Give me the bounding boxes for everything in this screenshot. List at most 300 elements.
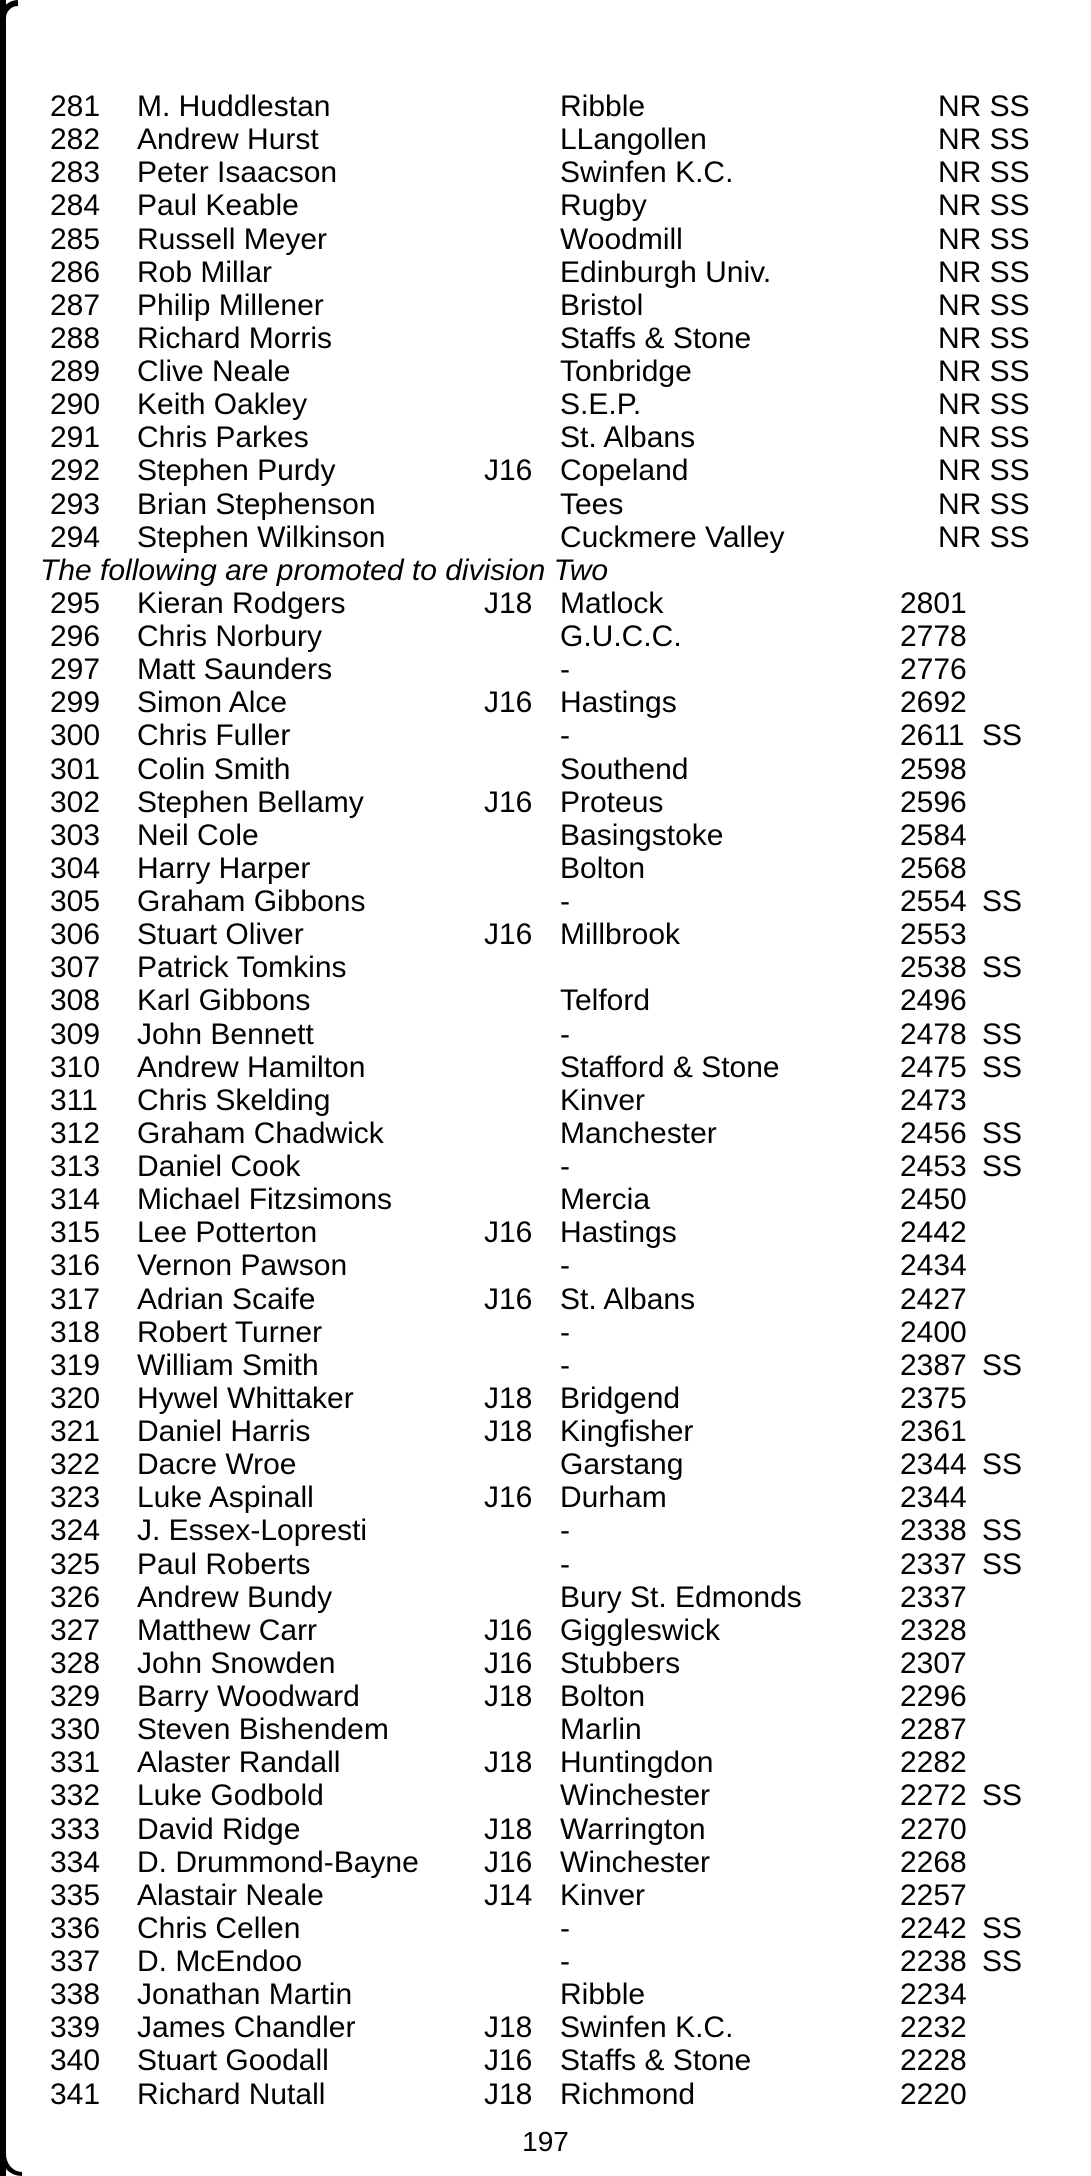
club-name: - [560,719,570,753]
grade-value: 2268 [900,1845,967,1879]
grade-value: 2328 [900,1613,967,1647]
player-name: Stuart Oliver [137,918,304,952]
grade-value: 2272 [900,1779,967,1813]
player-name: Steven Bishendem [137,1713,389,1747]
entry-number: 301 [50,752,101,786]
list-item [0,488,1091,521]
grade-value: 2228 [900,2044,967,2078]
flag-code: SS [982,1116,1023,1150]
player-name: Alastair Neale [137,1878,324,1912]
list-item [0,587,1091,620]
list-item [0,719,1091,752]
player-name: Matt Saunders [137,653,333,687]
entry-number: 340 [50,2044,101,2078]
list-item [0,156,1091,189]
list-item [0,2044,1091,2077]
grade-value: 2596 [900,785,967,819]
club-name: - [560,653,570,687]
entry-number: 329 [50,1680,101,1713]
player-name: Chris Cellen [137,1911,301,1945]
junior-category: J16 [484,1613,533,1647]
junior-category: J16 [484,785,533,819]
player-name: Luke Godbold [137,1779,324,1813]
player-name: Adrian Scaife [137,1282,316,1316]
junior-category: J16 [484,918,533,952]
grade-value: 2238 [900,1945,967,1978]
club-name: Richmond [560,2077,696,2111]
grade-value: 2344 [900,1448,967,1482]
entry-number: 307 [50,951,101,985]
player-name: Colin Smith [137,752,291,786]
list-item [0,918,1091,951]
status-code: NR SS [938,487,1030,521]
player-name: Matthew Carr [137,1613,318,1647]
player-name: Stephen Purdy [137,454,336,488]
junior-category: J18 [484,586,533,620]
list-item [0,1051,1091,1084]
list-item [0,951,1091,984]
grade-value: 2307 [900,1646,967,1680]
player-name: Dacre Wroe [137,1448,297,1482]
junior-category: J18 [484,1746,533,1780]
entry-number: 284 [50,189,101,223]
list-item [0,1117,1091,1150]
list-item [0,189,1091,222]
club-name: Matlock [560,586,664,620]
club-name: Garstang [560,1448,684,1482]
entry-number: 283 [50,156,101,190]
player-name: Philip Millener [137,288,324,322]
list-item [0,1912,1091,1945]
entry-number: 321 [50,1415,101,1448]
club-name: Southend [560,752,689,786]
club-name: - [560,1911,570,1945]
entry-number: 293 [50,487,101,521]
list-item [0,2011,1091,2044]
entry-number: 299 [50,686,101,720]
junior-category: J16 [484,1216,533,1250]
player-name: Russell Meyer [137,222,328,256]
list-item [0,256,1091,289]
club-name: Proteus [560,785,664,819]
list-item [0,686,1091,719]
list-item [0,1713,1091,1746]
list-item [0,1415,1091,1448]
player-name: Harry Harper [137,851,311,885]
grade-value: 2478 [900,1017,967,1051]
club-name: Hastings [560,686,677,720]
club-name: - [560,1315,570,1349]
list-item [0,1879,1091,1912]
club-name: Tees [560,487,624,521]
status-code: NR SS [938,123,1030,157]
list-item [0,1448,1091,1481]
flag-code: SS [982,885,1023,918]
grade-value: 2232 [900,2011,967,2045]
club-name: Rugby [560,189,647,223]
grade-value: 2337 [900,1580,967,1614]
list-item [0,1249,1091,1282]
entry-number: 290 [50,388,101,422]
status-code: NR SS [938,421,1030,455]
entry-number: 304 [50,851,101,885]
list-item [0,1746,1091,1779]
club-name: - [560,1150,570,1183]
player-name: Neil Cole [137,818,259,852]
player-name: Robert Turner [137,1315,323,1349]
club-name: - [560,1514,570,1548]
list-item [0,620,1091,653]
list-item [0,1283,1091,1316]
entry-number: 291 [50,421,101,455]
list-item [0,421,1091,454]
grade-value: 2801 [900,586,967,620]
flag-code: SS [982,1348,1023,1382]
grade-value: 2296 [900,1680,967,1713]
entry-number: 289 [50,355,101,388]
club-name: Tonbridge [560,355,692,388]
club-name: G.U.C.C. [560,620,682,653]
club-name: St. Albans [560,421,696,455]
player-name: Chris Norbury [137,620,323,653]
entry-number: 330 [50,1713,101,1747]
club-name: Edinburgh Univ. [560,255,772,289]
junior-category: J16 [484,2044,533,2078]
grade-value: 2692 [900,686,967,720]
list-item [0,2078,1091,2111]
list-item [0,1316,1091,1349]
entry-number: 309 [50,1017,101,1051]
list-item [0,653,1091,686]
list-item [0,1514,1091,1547]
list-item [0,1945,1091,1978]
grade-value: 2282 [900,1746,967,1780]
list-item [0,90,1091,123]
list-item [0,753,1091,786]
grade-value: 2361 [900,1415,967,1448]
status-code: NR SS [938,156,1030,190]
player-name: Lee Potterton [137,1216,318,1250]
club-name: Kinver [560,1878,646,1912]
grade-value: 2554 [900,885,967,918]
junior-category: J18 [484,1680,533,1713]
list-item [0,984,1091,1017]
grade-value: 2337 [900,1547,967,1581]
player-name: James Chandler [137,2011,356,2045]
entry-number: 282 [50,123,101,157]
player-name: J. Essex-Lopresti [137,1514,368,1548]
flag-code: SS [982,1945,1023,1978]
junior-category: J18 [484,1381,533,1415]
grade-value: 2375 [900,1381,967,1415]
list-item [0,1548,1091,1581]
player-name: David Ridge [137,1812,301,1846]
grade-value: 2778 [900,620,967,653]
club-name: Mercia [560,1183,651,1217]
player-name: Andrew Bundy [137,1580,333,1614]
grade-value: 2387 [900,1348,967,1382]
list-item [0,1846,1091,1879]
player-name: Jonathan Martin [137,1978,353,2012]
player-name: Stephen Wilkinson [137,520,386,554]
list-item [0,1382,1091,1415]
entry-number: 336 [50,1911,101,1945]
club-name: Warrington [560,1812,706,1846]
entry-number: 328 [50,1646,101,1680]
list-item [0,454,1091,487]
grade-value: 2538 [900,951,967,985]
player-name: Graham Chadwick [137,1116,384,1150]
club-name: Stafford & Stone [560,1050,780,1084]
list-item [0,1018,1091,1051]
entry-number: 302 [50,785,101,819]
list-item [0,355,1091,388]
entry-number: 315 [50,1216,101,1250]
club-name: Bury St. Edmonds [560,1580,802,1614]
entry-number: 310 [50,1050,101,1084]
junior-category: J18 [484,2077,533,2111]
grade-value: 2338 [900,1514,967,1548]
player-name: Chris Skelding [137,1083,331,1117]
club-name: Winchester [560,1845,711,1879]
entry-number: 292 [50,454,101,488]
club-name: Giggleswick [560,1613,721,1647]
entry-number: 314 [50,1183,101,1217]
entry-number: 288 [50,321,101,355]
player-name: Alaster Randall [137,1746,341,1780]
list-item [0,289,1091,322]
player-name: Richard Nutall [137,2077,326,2111]
list-item [0,786,1091,819]
list-item [0,388,1091,421]
grade-value: 2427 [900,1282,967,1316]
list-item [0,1581,1091,1614]
entry-number: 303 [50,818,101,852]
club-name: - [560,1945,570,1978]
junior-category: J16 [484,686,533,720]
junior-category: J16 [484,1845,533,1879]
list-item [0,819,1091,852]
club-name: Bristol [560,288,644,322]
entry-number: 313 [50,1150,101,1183]
junior-category: J16 [484,1646,533,1680]
club-name: Basingstoke [560,818,724,852]
entry-number: 320 [50,1381,101,1415]
entry-number: 294 [50,520,101,554]
list-item [0,1481,1091,1514]
grade-value: 2287 [900,1713,967,1747]
list-item [0,521,1091,554]
grade-value: 2473 [900,1083,967,1117]
entry-number: 317 [50,1282,101,1316]
entry-number: 295 [50,586,101,620]
status-code: NR SS [938,288,1030,322]
grade-value: 2270 [900,1812,967,1846]
flag-code: SS [982,1779,1023,1813]
player-name: Stuart Goodall [137,2044,329,2078]
entry-number: 311 [50,1083,98,1117]
player-name: Keith Oakley [137,388,308,422]
list-item [0,123,1091,156]
entry-number: 341 [50,2077,101,2111]
player-name: John Bennett [137,1017,314,1051]
status-code: NR SS [938,222,1030,256]
player-name: Daniel Harris [137,1415,311,1448]
player-name: Kieran Rodgers [137,586,346,620]
entry-number: 335 [50,1878,101,1912]
club-name: Winchester [560,1779,711,1813]
club-name: Ribble [560,1978,646,2012]
club-name: S.E.P. [560,388,642,422]
player-name: Daniel Cook [137,1150,301,1183]
entry-number: 296 [50,620,101,653]
player-name: M. Huddlestan [137,90,331,123]
junior-category: J18 [484,1415,533,1448]
club-name: Telford [560,984,651,1018]
flag-code: SS [982,1050,1023,1084]
player-name: Karl Gibbons [137,984,311,1018]
entry-number: 319 [50,1348,101,1382]
club-name: Millbrook [560,918,681,952]
player-name: Stephen Bellamy [137,785,364,819]
grade-value: 2584 [900,818,967,852]
entry-number: 322 [50,1448,101,1482]
club-name: - [560,1249,570,1283]
status-code: NR SS [938,189,1030,223]
grade-value: 2257 [900,1878,967,1912]
status-code: NR SS [938,355,1030,388]
entry-number: 339 [50,2011,101,2045]
player-name: Chris Parkes [137,421,309,455]
junior-category: J16 [484,1282,533,1316]
player-name: William Smith [137,1348,319,1382]
list-item [0,1680,1091,1713]
entry-number: 316 [50,1249,101,1283]
grade-value: 2776 [900,653,967,687]
player-name: Paul Keable [137,189,299,223]
club-name: - [560,1547,570,1581]
grade-value: 2400 [900,1315,967,1349]
grade-value: 2344 [900,1481,967,1515]
entry-number: 287 [50,288,101,322]
club-name: Bolton [560,1680,646,1713]
entry-number: 338 [50,1978,101,2012]
player-name: Paul Roberts [137,1547,311,1581]
entry-number: 333 [50,1812,101,1846]
entry-number: 308 [50,984,101,1018]
club-name: Swinfen K.C. [560,156,734,190]
club-name: Kinver [560,1083,646,1117]
entry-number: 337 [50,1945,101,1978]
player-name: Andrew Hurst [137,123,319,157]
status-code: NR SS [938,90,1030,123]
entry-number: 285 [50,222,101,256]
player-name: John Snowden [137,1646,336,1680]
entry-number: 334 [50,1845,101,1879]
grade-value: 2611 [900,719,965,753]
club-name: Staffs & Stone [560,2044,752,2078]
division-heading: The following are promoted to division Two [40,553,609,587]
player-name: Simon Alce [137,686,288,720]
list-item [0,1614,1091,1647]
grade-value: 2496 [900,984,967,1018]
status-code: NR SS [938,321,1030,355]
player-name: D. McEndoo [137,1945,303,1978]
grade-value: 2450 [900,1183,967,1217]
status-code: NR SS [938,454,1030,488]
club-name: Staffs & Stone [560,321,752,355]
list-item [0,1216,1091,1249]
entry-number: 312 [50,1116,101,1150]
entry-number: 306 [50,918,101,952]
flag-code: SS [982,1017,1023,1051]
club-name: - [560,885,570,918]
club-name: Huntingdon [560,1746,714,1780]
junior-category: J14 [484,1878,533,1912]
club-name: Bolton [560,851,646,885]
entry-number: 331 [50,1746,101,1780]
player-name: Chris Fuller [137,719,291,753]
flag-code: SS [982,719,1023,753]
club-name: - [560,1017,570,1051]
player-name: Michael Fitzsimons [137,1183,393,1217]
entry-number: 305 [50,885,101,918]
grade-value: 2434 [900,1249,967,1283]
club-name: Cuckmere Valley [560,520,785,554]
status-code: NR SS [938,388,1030,422]
player-name: Vernon Pawson [137,1249,348,1283]
club-name: Durham [560,1481,667,1515]
entry-number: 332 [50,1779,101,1813]
entry-number: 327 [50,1613,101,1647]
entry-number: 297 [50,653,101,687]
list-item [0,1647,1091,1680]
club-name: Bridgend [560,1381,681,1415]
flag-code: SS [982,951,1023,985]
junior-category: J18 [484,1812,533,1846]
grade-value: 2475 [900,1050,967,1084]
club-name: Marlin [560,1713,642,1747]
club-name: St. Albans [560,1282,696,1316]
club-name: Manchester [560,1116,717,1150]
list-item [0,852,1091,885]
flag-code: SS [982,1448,1023,1482]
list-item [0,1779,1091,1812]
player-name: Rob Millar [137,255,273,289]
junior-category: J16 [484,1481,533,1515]
club-name: LLangollen [560,123,707,157]
player-name: Graham Gibbons [137,885,366,918]
list-item [0,1813,1091,1846]
player-name: Barry Woodward [137,1680,360,1713]
list-item [0,1084,1091,1117]
grade-value: 2598 [900,752,967,786]
list-item [0,1150,1091,1183]
entry-number: 324 [50,1514,101,1548]
ranking-list [0,90,1091,2111]
grade-value: 2220 [900,2077,967,2111]
list-item [0,1183,1091,1216]
player-name: D. Drummond-Bayne [137,1845,419,1879]
flag-code: SS [982,1547,1023,1581]
grade-value: 2442 [900,1216,967,1250]
club-name: Hastings [560,1216,677,1250]
grade-value: 2242 [900,1911,967,1945]
entry-number: 286 [50,255,101,289]
flag-code: SS [982,1150,1023,1183]
player-name: Luke Aspinall [137,1481,314,1515]
status-code: NR SS [938,520,1030,554]
